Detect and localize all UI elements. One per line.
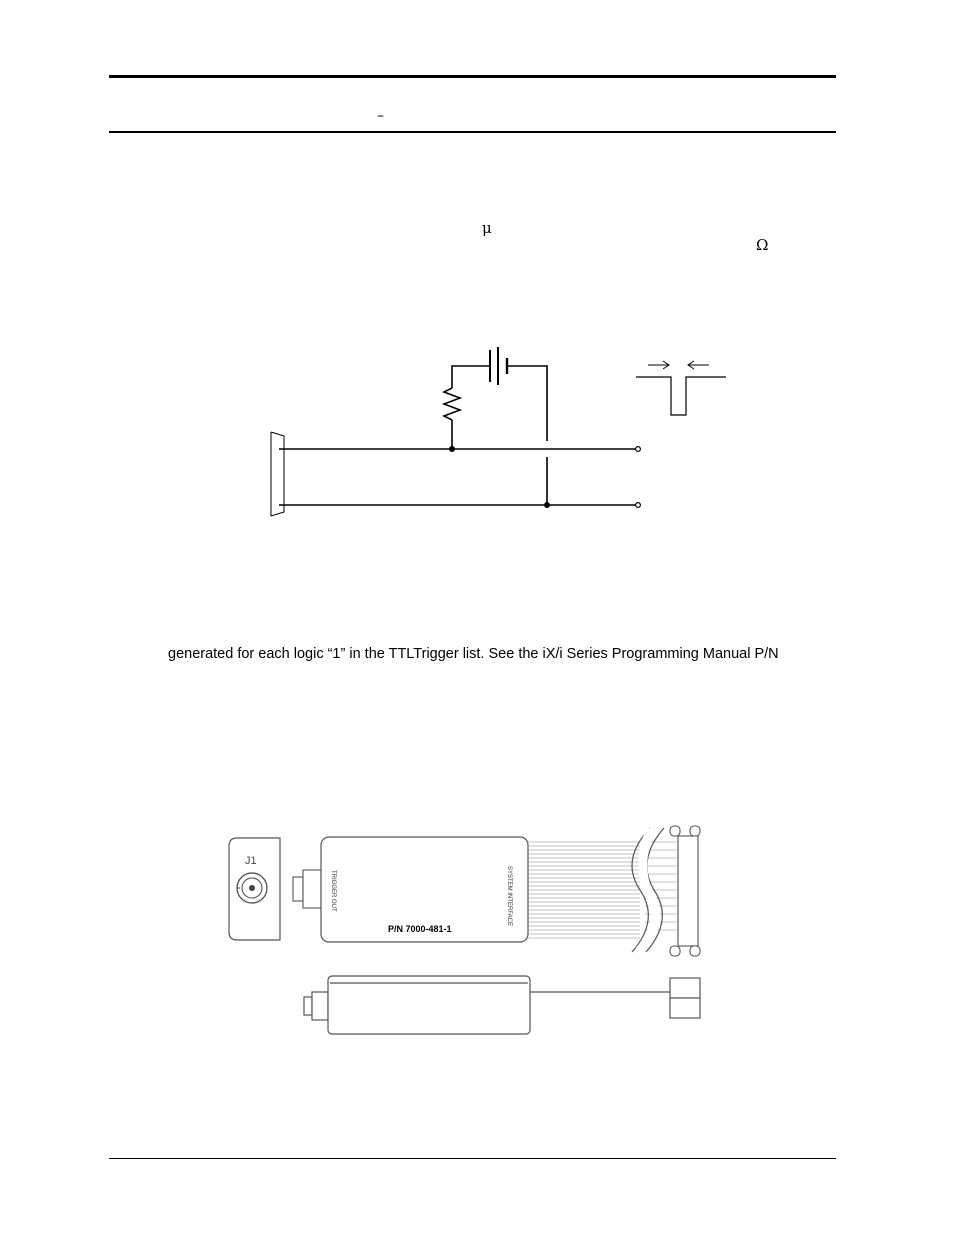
trigger-out-label: TRIGGER OUT xyxy=(330,870,336,912)
trigger-circuit-diagram xyxy=(260,335,740,525)
supply-wire-left xyxy=(452,366,490,388)
part-number-label: P/N 7000-481-1 xyxy=(388,924,452,934)
j1-label: J1 xyxy=(245,855,257,867)
header-dash: – xyxy=(377,108,384,124)
supply-wire-right xyxy=(507,366,547,441)
bnc-connector-top xyxy=(293,870,321,908)
junction-ground xyxy=(544,502,550,508)
junction-signal xyxy=(449,446,455,452)
system-interface-label: SYSTEM INTERFACE xyxy=(506,866,512,927)
idc-connector xyxy=(670,826,700,956)
micro-symbol: μ xyxy=(482,219,492,237)
header-bottom-rule xyxy=(109,131,836,133)
resistor-symbol xyxy=(444,388,460,420)
adapter-figure xyxy=(220,815,720,1045)
pulse-waveform xyxy=(636,377,726,415)
ohm-symbol: Ω xyxy=(756,236,769,254)
adapter-side-view xyxy=(304,976,700,1034)
footer-rule xyxy=(109,1158,836,1159)
terminal-ground xyxy=(636,503,641,508)
paragraph-line: generated for each logic “1” in the TTLTrigger list. See the iX/i Series Programming Manual P/N xyxy=(168,646,779,662)
header-top-rule xyxy=(109,75,836,78)
terminal-signal xyxy=(636,447,641,452)
connector-outline xyxy=(271,432,284,516)
j1-end-view xyxy=(229,838,280,940)
